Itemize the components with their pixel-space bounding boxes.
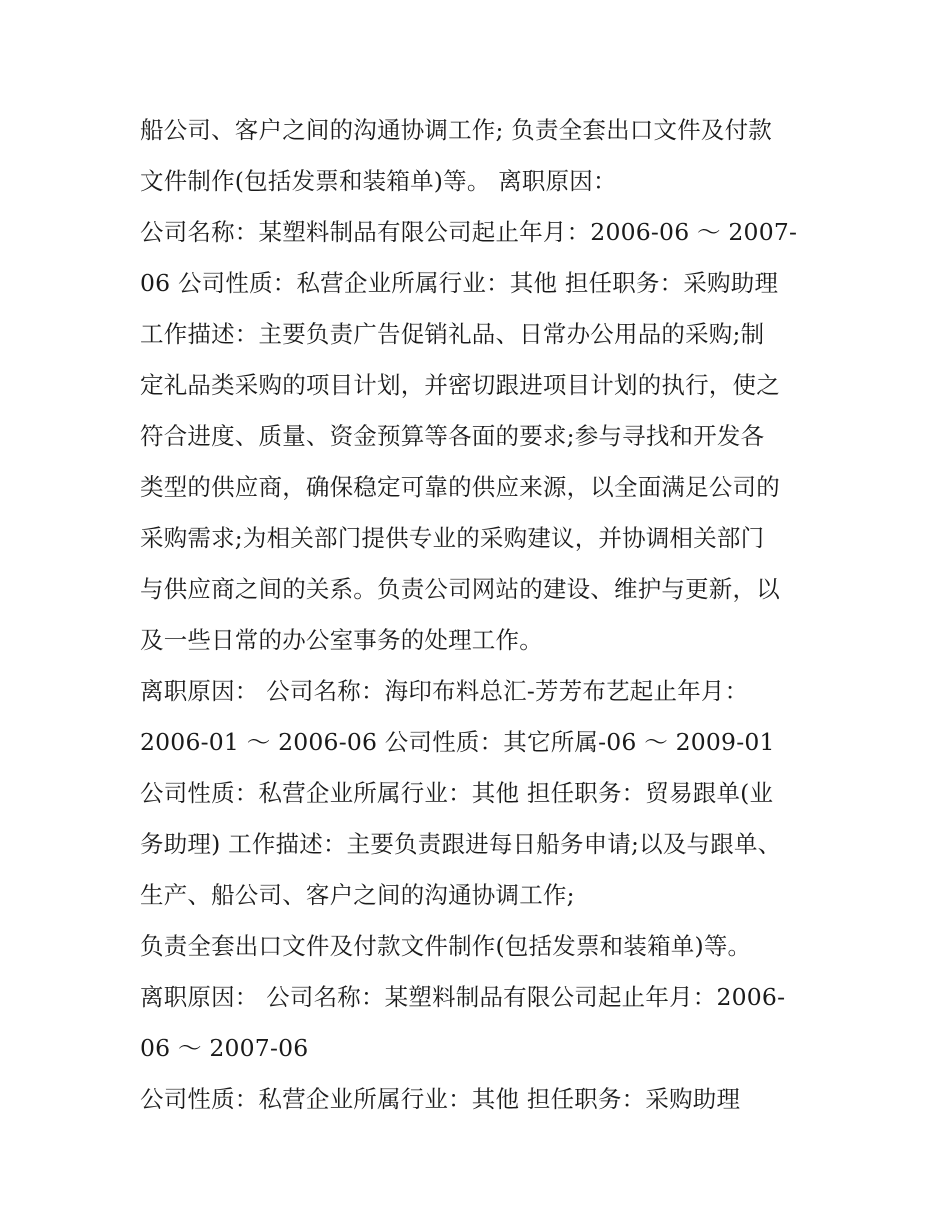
text-line-5: 工作描述：主要负责广告促销礼品、日常办公用品的采购;制 [140, 320, 765, 348]
text-line-8: 类型的供应商，确保稳定可靠的供应来源，以全面满足公司的 [140, 473, 780, 501]
text-line-9: 采购需求;为相关部门提供专业的采购建议，并协调相关部门 [140, 524, 765, 552]
text-line-6: 定礼品类采购的项目计划，并密切跟进项目计划的执行，使之 [140, 371, 780, 399]
text-line-14: 公司性质：私营企业所属行业：其他 担任职务：贸易跟单(业 [140, 779, 774, 807]
text-line-19: 06 ～ 2007-06 [140, 1034, 309, 1062]
document-body [140, 105, 820, 1125]
text-line-4: 06 公司性质：私营企业所属行业：其他 担任职务：采购助理 [140, 269, 779, 297]
text-line-20: 公司性质：私营企业所属行业：其他 担任职务：采购助理 [140, 1085, 741, 1113]
text-line-17: 负责全套出口文件及付款文件制作(包括发票和装箱单)等。 [140, 932, 752, 960]
text-line-3: 公司名称：某塑料制品有限公司起止年月：2006-06 ～ 2007- [140, 218, 798, 246]
text-line-7: 符合进度、质量、资金预算等各面的要求;参与寻找和开发各 [140, 422, 765, 450]
text-line-2: 文件制作(包括发票和装箱单)等。 离职原因： [140, 167, 617, 195]
text-line-10: 与供应商之间的关系。负责公司网站的建设、维护与更新，以 [140, 575, 780, 603]
text-line-11: 及一些日常的办公室事务的处理工作。 [140, 626, 543, 654]
text-line-16: 生产、船公司、客户之间的沟通协调工作; [140, 881, 575, 909]
text-line-1: 船公司、客户之间的沟通协调工作; 负责全套出口文件及付款 [140, 116, 772, 144]
text-line-13: 2006-01 ～ 2006-06 公司性质：其它所属-06 ～ 2009-01 [140, 728, 775, 756]
text-line-18: 离职原因： 公司名称：某塑料制品有限公司起止年月：2006- [140, 983, 786, 1011]
text-line-15: 务助理) 工作描述：主要负责跟进每日船务申请;以及与跟单、 [140, 830, 782, 858]
text-line-12: 离职原因： 公司名称：海印布料总汇-芳芳布艺起止年月： [140, 677, 749, 705]
